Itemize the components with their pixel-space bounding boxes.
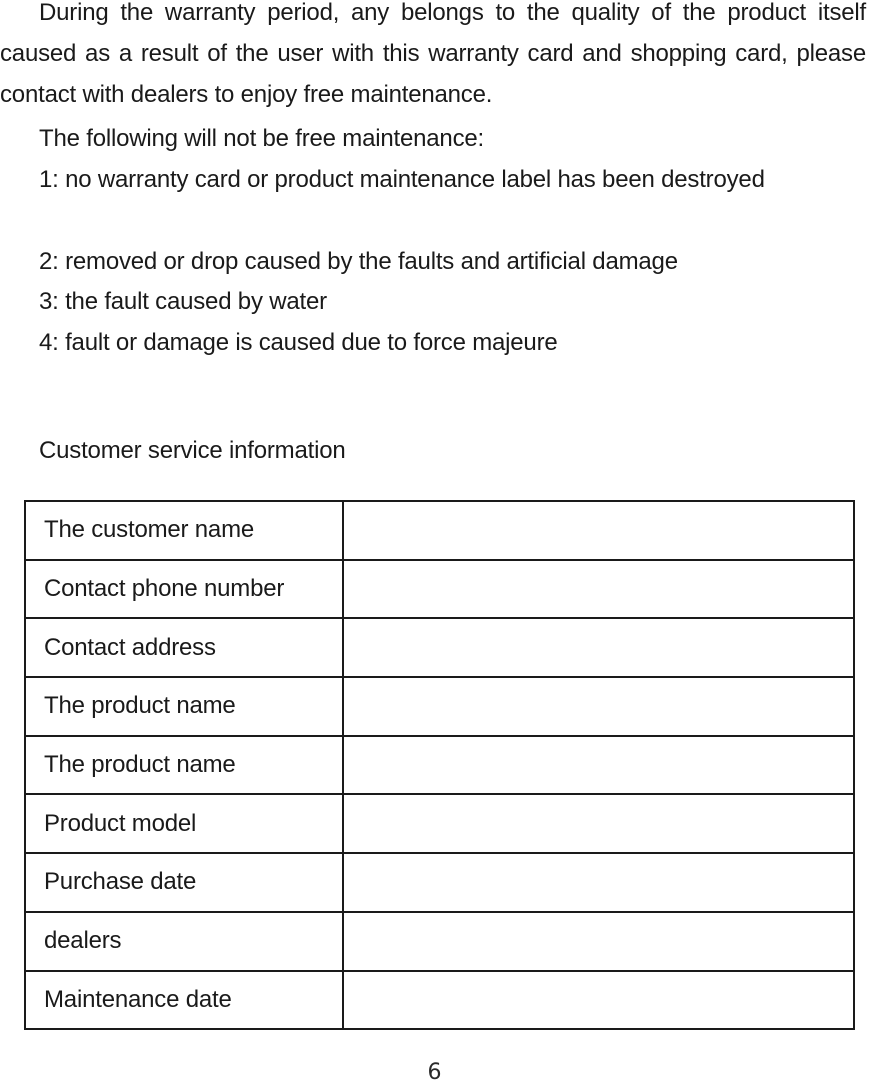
contact-address-label: Contact address — [25, 618, 343, 677]
table-row — [25, 736, 854, 795]
contact-phone-label: Contact phone number — [25, 560, 343, 619]
exclusion-item-2: 2: removed or drop caused by the faults and artificial damage — [39, 248, 678, 275]
exclusion-item-3: 3: the fault caused by water — [39, 288, 327, 315]
page-number: 6 — [427, 1060, 442, 1085]
maintenance-date-label: Maintenance date — [25, 971, 343, 1030]
table-row — [25, 501, 854, 560]
product-name-label: The product name — [25, 677, 343, 736]
product-model-label: Product model — [25, 794, 343, 853]
table-row — [25, 853, 854, 912]
product-name-label-2: The product name — [25, 736, 343, 795]
customer-name-field[interactable] — [343, 501, 854, 560]
customer-service-table — [24, 500, 855, 1030]
dealers-field[interactable] — [343, 912, 854, 971]
product-name-field[interactable] — [343, 677, 854, 736]
table-row — [25, 677, 854, 736]
customer-name-label: The customer name — [25, 501, 343, 560]
not-free-intro: The following will not be free maintenance: — [39, 125, 484, 152]
table-row — [25, 971, 854, 1030]
customer-service-title: Customer service information — [39, 437, 346, 464]
product-model-field[interactable] — [343, 794, 854, 853]
warranty-paragraph: During the warranty period, any belongs to the quality of the product itself caused as a result of the user with this warranty card and shopping card, please contact with dealers to enjoy free maintenance. — [0, 0, 866, 108]
table-row — [25, 560, 854, 619]
table-row — [25, 912, 854, 971]
dealers-label: dealers — [25, 912, 343, 971]
exclusion-item-4: 4: fault or damage is caused due to force majeure — [39, 329, 558, 356]
table-row — [25, 794, 854, 853]
purchase-date-label: Purchase date — [25, 853, 343, 912]
product-name-field-2[interactable] — [343, 736, 854, 795]
purchase-date-field[interactable] — [343, 853, 854, 912]
exclusion-item-1: 1: no warranty card or product maintenance label has been destroyed — [39, 166, 765, 193]
table-row — [25, 618, 854, 677]
contact-address-field[interactable] — [343, 618, 854, 677]
maintenance-date-field[interactable] — [343, 971, 854, 1030]
contact-phone-field[interactable] — [343, 560, 854, 619]
